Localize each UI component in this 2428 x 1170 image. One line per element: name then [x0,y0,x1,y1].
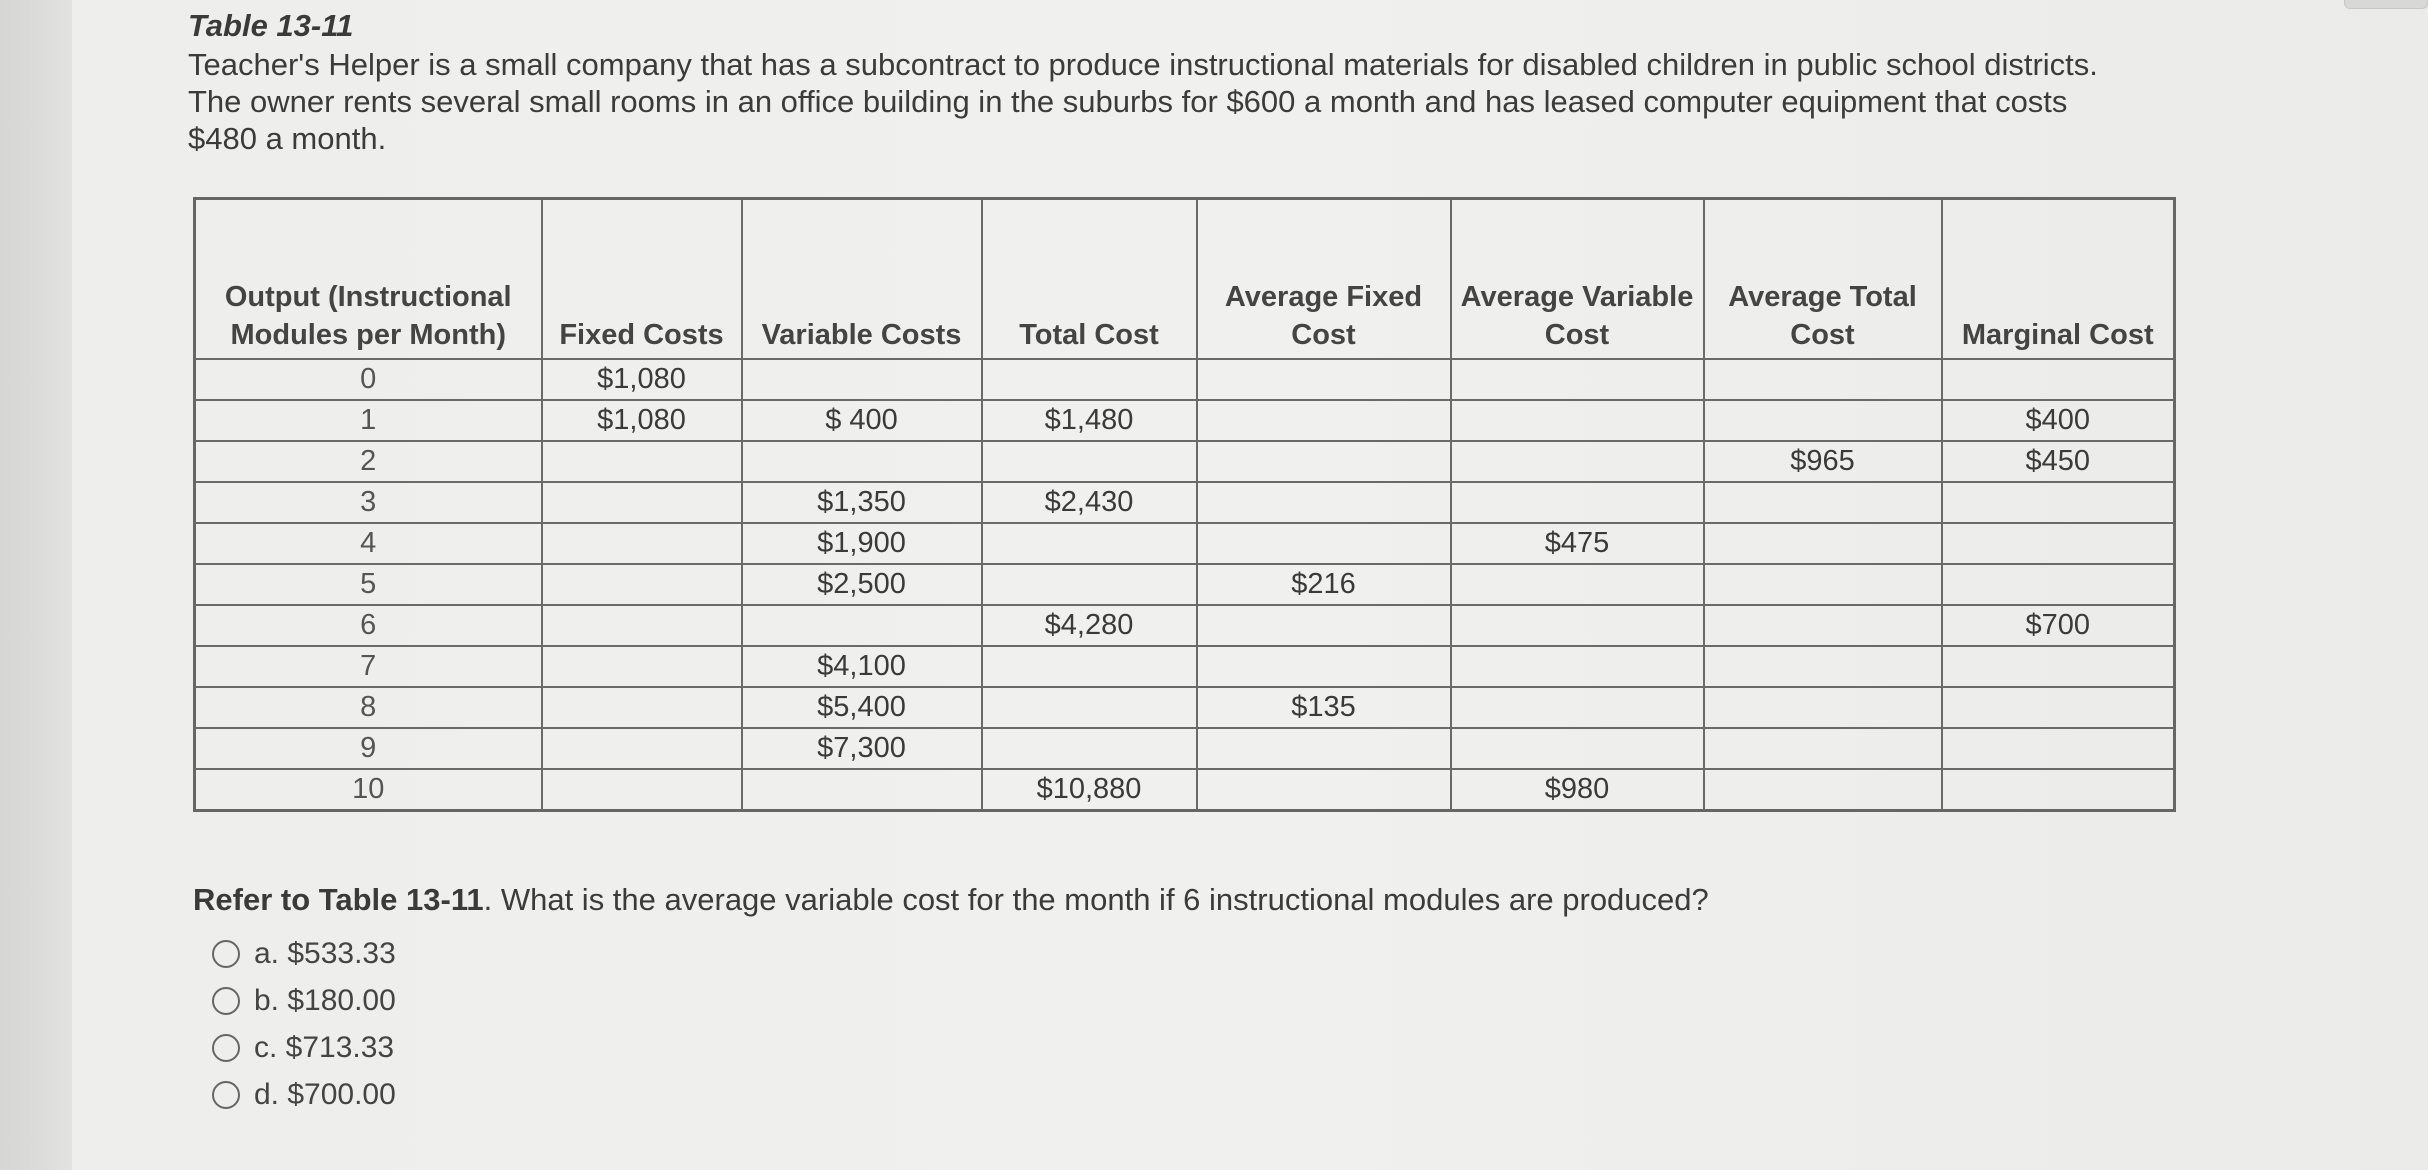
header-average-variable-cost: Average Variable Cost [1451,199,1704,360]
table-cell [1197,441,1451,482]
table-cell [542,441,742,482]
table-cell: $5,400 [742,687,982,728]
table-cell [1451,400,1704,441]
output-cell: 3 [195,482,542,523]
table-cell [1704,482,1942,523]
question-text [193,882,1709,918]
table-cell [1451,482,1704,523]
table-row [195,728,2175,769]
table-row [195,441,2175,482]
table-cell [742,441,982,482]
option-d[interactable] [212,1071,396,1118]
table-cell [742,769,982,811]
option-c-label: c. $713.33 [254,1030,395,1064]
output-cell: 8 [195,687,542,728]
table-row [195,400,2175,441]
table-cell [1197,605,1451,646]
table-cell [1942,482,2175,523]
header-output: Output (Instructional Modules per Month) [195,199,542,360]
header-variable-costs: Variable Costs [742,199,982,360]
table-cell [1942,728,2175,769]
output-cell: 0 [195,359,542,400]
table-cell: $2,430 [982,482,1197,523]
table-cell [1451,728,1704,769]
table-cell [1704,646,1942,687]
table-body [195,359,2175,811]
table-cell: $4,280 [982,605,1197,646]
window-corner-button[interactable] [2344,0,2428,9]
problem-intro: Teacher's Helper is a small company that has a subcontract to produce instructional materials for disabled children in public school districts. The owner rents several small rooms in an office building in the suburbs for $600 a month and has leased computer equipment that costs $480 a month. [188,47,2098,156]
table-row [195,769,2175,811]
output-cell: 7 [195,646,542,687]
table-cell [1197,359,1451,400]
table-cell: $2,500 [742,564,982,605]
table-cell [982,441,1197,482]
header-fixed-costs: Fixed Costs [542,199,742,360]
table-row [195,564,2175,605]
table-cell: $1,480 [982,400,1197,441]
table-cell [982,687,1197,728]
table-cell [1451,441,1704,482]
table-row [195,605,2175,646]
table-row [195,687,2175,728]
header-average-fixed-cost: Average Fixed Cost [1197,199,1451,360]
table-cell [1451,605,1704,646]
table-row [195,523,2175,564]
table-cell [1942,564,2175,605]
table-cell [982,523,1197,564]
table-row [195,359,2175,400]
table-cell [1704,728,1942,769]
table-cell: $400 [1942,400,2175,441]
table-row [195,646,2175,687]
table-cell: $10,880 [982,769,1197,811]
table-cell [542,728,742,769]
radio-button-icon[interactable] [212,1034,240,1062]
table-cell [1704,400,1942,441]
cost-table [193,197,2176,812]
table-cell [1942,687,2175,728]
table-cell [982,564,1197,605]
table-cell [1451,564,1704,605]
table-cell [1704,359,1942,400]
header-total-cost: Total Cost [982,199,1197,360]
table-cell [1451,687,1704,728]
table-cell: $1,080 [542,400,742,441]
option-a-label: a. $533.33 [254,936,396,970]
output-cell: 6 [195,605,542,646]
table-cell: $135 [1197,687,1451,728]
table-cell [742,605,982,646]
table-cell: $700 [1942,605,2175,646]
table-cell [1704,564,1942,605]
table-cell [982,359,1197,400]
table-cell: $7,300 [742,728,982,769]
radio-button-icon[interactable] [212,1081,240,1109]
option-a[interactable] [212,930,396,977]
table-cell: $216 [1197,564,1451,605]
table-cell: $1,900 [742,523,982,564]
table-cell [1942,769,2175,811]
table-cell [1451,359,1704,400]
table-header-row [195,199,2175,360]
header-average-total-cost: Average Total Cost [1704,199,1942,360]
output-cell: 10 [195,769,542,811]
table-cell: $475 [1451,523,1704,564]
table-cell: $1,080 [542,359,742,400]
table-cell [1942,523,2175,564]
table-cell [1704,769,1942,811]
output-cell: 2 [195,441,542,482]
answer-options [212,930,396,1118]
table-cell [982,646,1197,687]
radio-button-icon[interactable] [212,987,240,1015]
table-cell: $965 [1704,441,1942,482]
table-cell [542,523,742,564]
table-cell [1704,523,1942,564]
output-cell: 4 [195,523,542,564]
option-b[interactable] [212,977,396,1024]
table-cell: $4,100 [742,646,982,687]
table-cell [1197,400,1451,441]
table-label: Table 13-11 [188,8,354,43]
table-cell [542,605,742,646]
output-cell: 9 [195,728,542,769]
table-cell [542,646,742,687]
question-ref: Refer to Table 13-11 [193,882,484,917]
header-marginal-cost: Marginal Cost [1942,199,2175,360]
option-c[interactable] [212,1024,396,1071]
table-cell [1197,769,1451,811]
table-cell [542,564,742,605]
table-cell [742,359,982,400]
option-d-label: d. $700.00 [254,1077,396,1111]
table-cell [542,482,742,523]
table-cell [1704,605,1942,646]
question-body: . What is the average variable cost for the month if 6 instructional modules are produced? [483,882,1709,917]
table-cell [1942,646,2175,687]
output-cell: 5 [195,564,542,605]
table-cell: $ 400 [742,400,982,441]
table-cell [1197,482,1451,523]
table-cell [542,769,742,811]
table-cell [1704,687,1942,728]
table-cell [542,687,742,728]
table-cell [1942,359,2175,400]
table-cell: $980 [1451,769,1704,811]
table-cell: $1,350 [742,482,982,523]
output-cell: 1 [195,400,542,441]
table-row [195,482,2175,523]
table-cell: $450 [1942,441,2175,482]
radio-button-icon[interactable] [212,940,240,968]
table-cell [1197,728,1451,769]
table-cell [1197,523,1451,564]
table-cell [1451,646,1704,687]
table-cell [1197,646,1451,687]
table-cell [982,728,1197,769]
option-b-label: b. $180.00 [254,983,396,1017]
